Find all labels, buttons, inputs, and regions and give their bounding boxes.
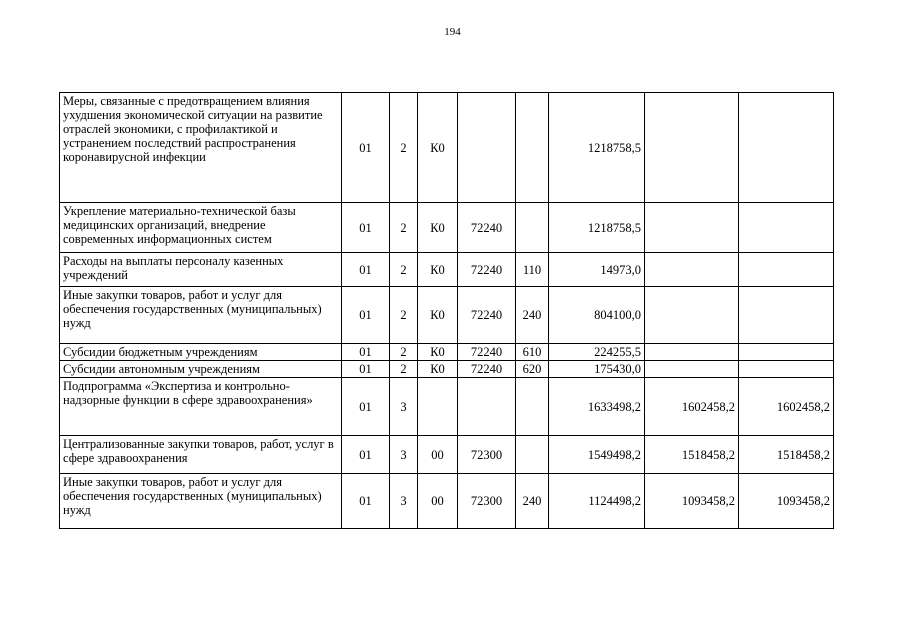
code-section: 01 <box>342 253 390 287</box>
code-direction: К0 <box>418 287 458 344</box>
table-row <box>60 378 834 436</box>
code-direction <box>418 378 458 436</box>
code-subprogram: 2 <box>390 287 418 344</box>
table-row <box>60 93 834 203</box>
code-target: 72240 <box>458 253 516 287</box>
code-direction: К0 <box>418 203 458 253</box>
amount-3 <box>739 93 834 203</box>
code-direction: К0 <box>418 344 458 361</box>
table-row <box>60 287 834 344</box>
code-direction: К0 <box>418 93 458 203</box>
code-expense-type: 110 <box>516 253 549 287</box>
table-row <box>60 344 834 361</box>
budget-table <box>59 92 834 529</box>
code-direction: К0 <box>418 253 458 287</box>
code-target: 72240 <box>458 203 516 253</box>
code-target: 72300 <box>458 474 516 529</box>
code-target: 72240 <box>458 344 516 361</box>
table-row <box>60 361 834 378</box>
code-direction: 00 <box>418 436 458 474</box>
code-section: 01 <box>342 93 390 203</box>
code-section: 01 <box>342 203 390 253</box>
row-name: Централизованные закупки товаров, работ, услуг в сфере здравоохранения <box>60 436 342 474</box>
row-name: Укрепление материально-технической базы медицинских организаций, внедрение современных информационных систем <box>60 203 342 253</box>
amount-1: 1124498,2 <box>549 474 645 529</box>
code-expense-type: 240 <box>516 287 549 344</box>
row-name: Иные закупки товаров, работ и услуг для обеспечения государственных (муниципальных) нужд <box>60 474 342 529</box>
code-expense-type: 240 <box>516 474 549 529</box>
code-subprogram: 2 <box>390 361 418 378</box>
code-subprogram: 2 <box>390 93 418 203</box>
amount-2 <box>645 253 739 287</box>
code-expense-type <box>516 436 549 474</box>
code-subprogram: 2 <box>390 344 418 361</box>
code-expense-type <box>516 93 549 203</box>
amount-1: 1633498,2 <box>549 378 645 436</box>
amount-2 <box>645 203 739 253</box>
amount-3 <box>739 361 834 378</box>
row-name: Субсидии бюджетным учреждениям <box>60 344 342 361</box>
code-expense-type <box>516 203 549 253</box>
amount-3 <box>739 287 834 344</box>
code-subprogram: 3 <box>390 474 418 529</box>
amount-1: 175430,0 <box>549 361 645 378</box>
code-subprogram: 3 <box>390 378 418 436</box>
amount-1: 1218758,5 <box>549 203 645 253</box>
table-row <box>60 474 834 529</box>
amount-3: 1518458,2 <box>739 436 834 474</box>
code-section: 01 <box>342 287 390 344</box>
amount-1: 224255,5 <box>549 344 645 361</box>
code-subprogram: 3 <box>390 436 418 474</box>
row-name: Иные закупки товаров, работ и услуг для обеспечения государственных (муниципальных) нужд <box>60 287 342 344</box>
code-target <box>458 93 516 203</box>
row-name: Меры, связанные с предотвращением влияния ухудшения экономической ситуации на развитие отраслей экономики, с профилактикой и устранением последствий распространения коронавирусной инфекции <box>60 93 342 203</box>
amount-2: 1602458,2 <box>645 378 739 436</box>
amount-3 <box>739 203 834 253</box>
code-target: 72240 <box>458 361 516 378</box>
row-name: Расходы на выплаты персоналу казенных учреждений <box>60 253 342 287</box>
amount-1: 804100,0 <box>549 287 645 344</box>
code-expense-type <box>516 378 549 436</box>
row-name: Подпрограмма «Экспертиза и контрольно-надзорные функции в сфере здравоохранения» <box>60 378 342 436</box>
code-target <box>458 378 516 436</box>
amount-2: 1093458,2 <box>645 474 739 529</box>
code-section: 01 <box>342 474 390 529</box>
row-name: Субсидии автономным учреждениям <box>60 361 342 378</box>
code-expense-type: 610 <box>516 344 549 361</box>
amount-3: 1093458,2 <box>739 474 834 529</box>
page-number: 194 <box>444 26 461 38</box>
code-expense-type: 620 <box>516 361 549 378</box>
code-section: 01 <box>342 344 390 361</box>
amount-3 <box>739 253 834 287</box>
code-direction: К0 <box>418 361 458 378</box>
table-row <box>60 253 834 287</box>
table-row <box>60 203 834 253</box>
amount-3 <box>739 344 834 361</box>
amount-1: 1549498,2 <box>549 436 645 474</box>
amount-3: 1602458,2 <box>739 378 834 436</box>
code-subprogram: 2 <box>390 253 418 287</box>
code-target: 72240 <box>458 287 516 344</box>
code-section: 01 <box>342 361 390 378</box>
amount-1: 1218758,5 <box>549 93 645 203</box>
code-target: 72300 <box>458 436 516 474</box>
amount-2 <box>645 287 739 344</box>
code-direction: 00 <box>418 474 458 529</box>
amount-2 <box>645 361 739 378</box>
code-subprogram: 2 <box>390 203 418 253</box>
table-row <box>60 436 834 474</box>
code-section: 01 <box>342 436 390 474</box>
amount-2 <box>645 93 739 203</box>
code-section: 01 <box>342 378 390 436</box>
amount-2 <box>645 344 739 361</box>
amount-1: 14973,0 <box>549 253 645 287</box>
amount-2: 1518458,2 <box>645 436 739 474</box>
